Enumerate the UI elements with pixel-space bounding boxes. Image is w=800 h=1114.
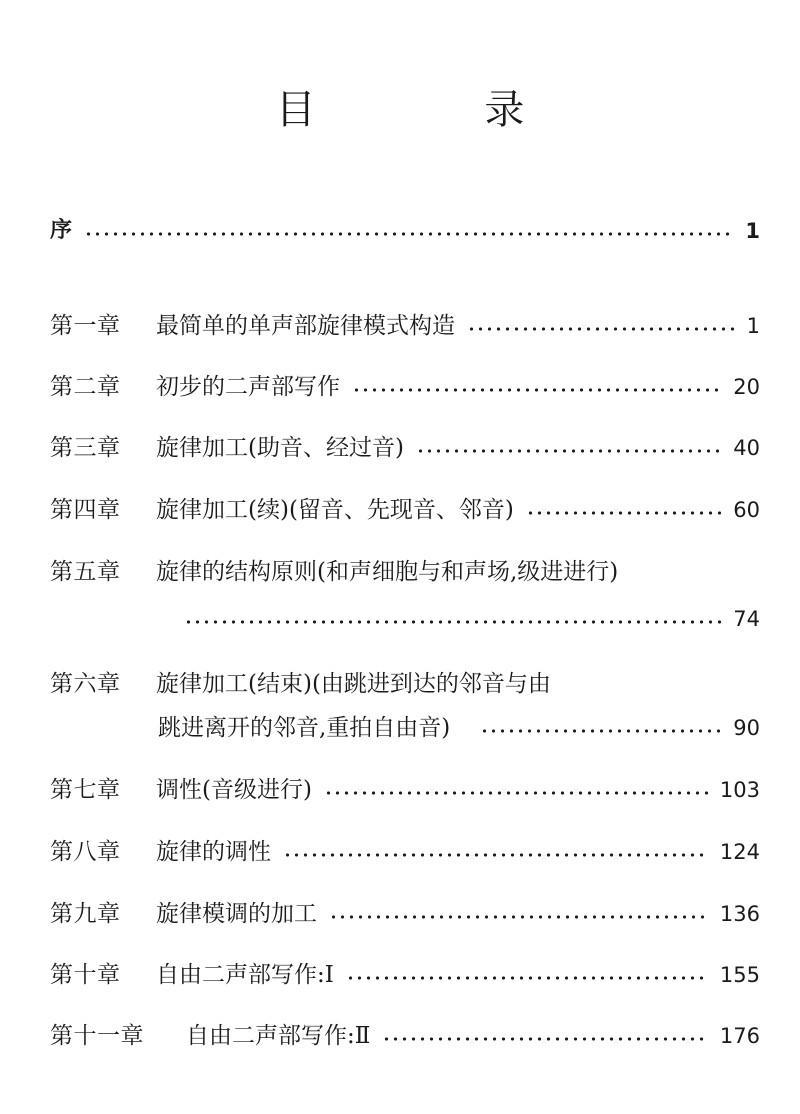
dot-leader [184,619,721,625]
dot-leader [467,326,735,332]
toc-entry-chapter-6-continuation[interactable] [158,710,760,746]
toc-entry-chapter-6[interactable] [50,666,760,702]
chapter-number: 第六章 [50,671,121,697]
page-number: 90 [733,716,760,740]
toc-entry-chapter-5-continuation[interactable] [158,601,760,637]
chapter-title: 旋律模调的加工 [156,901,317,927]
dot-leader [324,790,708,796]
page-title: 目 录 [275,87,603,133]
dot-leader [283,852,708,858]
chapter-number: 第二章 [50,374,121,400]
dot-leader [346,975,708,981]
chapter-number: 第八章 [50,839,121,865]
toc-entry-chapter-5[interactable] [50,554,760,590]
dot-leader [84,231,733,237]
chapter-title: 最简单的单声部旋律模式构造 [156,313,455,339]
chapter-number: 第十一章 [50,1023,144,1049]
preface-label: 序 [50,218,73,243]
chapter-number: 第九章 [50,901,121,927]
chapter-title: 旋律加工(续)(留音、先现音、邻音) [156,497,514,523]
chapter-title: 初步的二声部写作 [156,374,340,400]
page-number: 60 [733,498,760,522]
page-number: 1 [746,314,760,338]
toc-entry-chapter-3[interactable] [50,430,760,466]
dot-leader [352,387,721,393]
chapter-number: 第十章 [50,962,121,988]
chapter-title: 旋律加工(助音、经过音) [156,435,404,461]
page-number: 40 [733,436,760,460]
dot-leader [416,448,721,454]
page-number: 155 [719,963,760,987]
chapter-title: 调性(音级进行) [156,777,312,803]
toc-entry-chapter-4[interactable] [50,492,760,528]
dot-leader [382,1036,708,1042]
toc-entry-chapter-9[interactable] [50,896,760,932]
toc-entry-chapter-10[interactable] [50,957,760,993]
chapter-title: 自由二声部写作:Ⅰ [156,962,334,988]
chapter-number: 第七章 [50,777,121,803]
chapter-title: 旋律的结构原则(和声细胞与和声场,级进进行) [156,559,619,585]
chapter-title: 旋律的调性 [156,839,271,865]
chapter-title: 旋律加工(结束)(由跳进到达的邻音与由 [156,671,551,697]
page-number: 103 [719,778,760,802]
toc-entry-chapter-8[interactable] [50,834,760,870]
page-number: 74 [733,607,760,631]
dot-leader [526,510,721,516]
dot-leader [329,914,708,920]
toc-entry-preface[interactable] [50,213,760,249]
chapter-number: 第三章 [50,435,121,461]
toc-entry-chapter-7[interactable] [50,772,760,808]
chapter-number: 第一章 [50,313,121,339]
toc-entry-chapter-1[interactable] [50,308,760,344]
page-number: 136 [719,902,760,926]
page-number: 1 [745,219,760,243]
page-number: 176 [719,1024,760,1048]
page-number: 20 [733,375,760,399]
toc-entry-chapter-2[interactable] [50,369,760,405]
chapter-title-continued: 跳进离开的邻音,重拍自由音) [158,715,451,741]
page-number: 124 [719,840,760,864]
toc-entry-chapter-11[interactable] [50,1018,760,1054]
chapter-title: 自由二声部写作:Ⅱ [186,1023,371,1049]
chapter-number: 第五章 [50,559,121,585]
dot-leader [480,728,721,734]
chapter-number: 第四章 [50,497,121,523]
